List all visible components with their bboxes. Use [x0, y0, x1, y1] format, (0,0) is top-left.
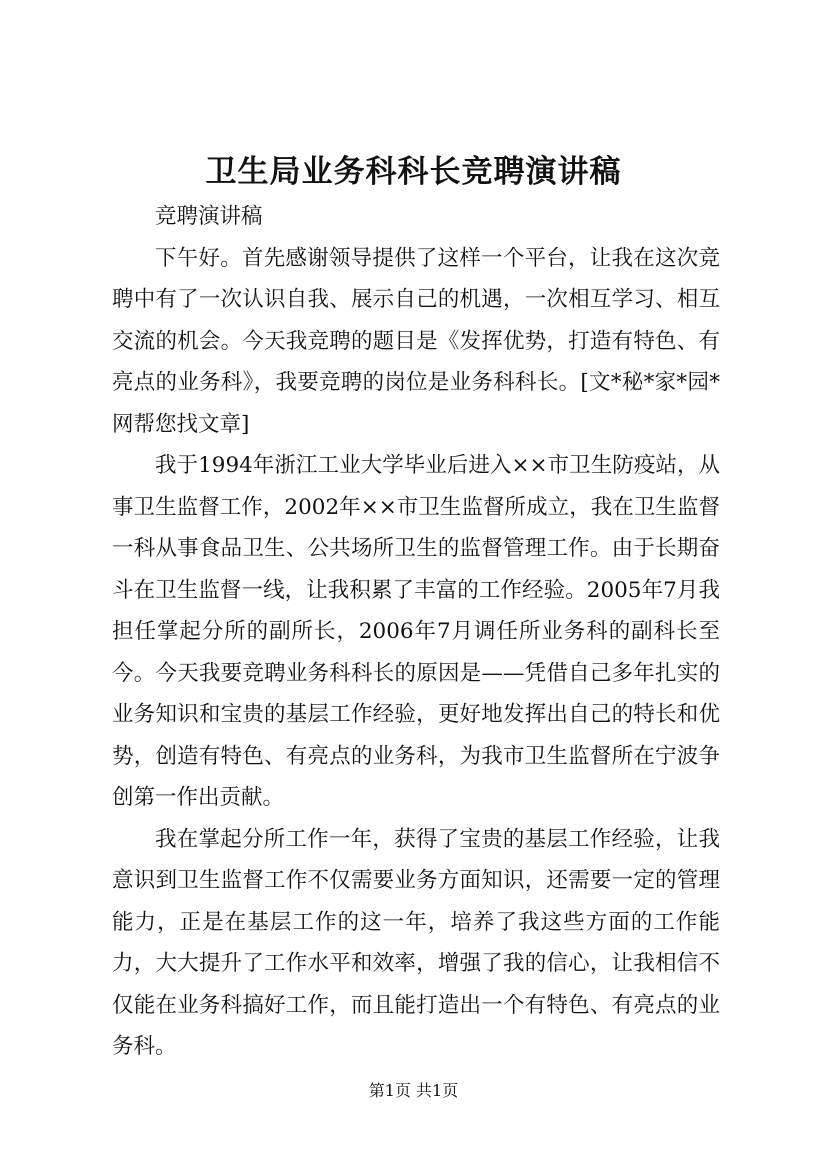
reflection-paragraph: 我在掌起分所工作一年，获得了宝贵的基层工作经验，让我意识到卫生监督工作不仅需要业务方面知识，还需要一定的管理能力，正是在基层工作的这一年，培养了我这些方面的工作能力，大大提升了工作水平和效率，增强了我的信心，让我相信不仅能在业务科搞好工作，而且能打造出一个有特色、有亮点的业务科。 — [112, 826, 720, 1059]
experience-paragraph: 我于1994年浙江工业大学毕业后进入××市卫生防疫站，从事卫生监督工作，2002年××市卫生监督所成立，我在卫生监督一科从事食品卫生、公共场所卫生的监督管理工作。由于长期奋斗在卫生监督一线，让我积累了丰富的工作经验。2005年7月我担任掌起分所的副所长，2006年7月调任所业务科的副科长至今。今天我要竞聘业务科科长的原因是——凭借自己多年扎实的业务知识和宝贵的基层工作经验，更好地发挥出自己的特长和优势，创造有特色、有亮点的业务科，为我市卫生监督所在宁波争创第一作出贡献。 — [112, 453, 720, 810]
page-number-footer: 第1页 共1页 — [368, 1081, 459, 1100]
document-body — [112, 196, 720, 1068]
document-title: 卫生局业务科科长竞聘演讲稿 — [205, 154, 622, 190]
greeting-paragraph: 下午好。首先感谢领导提供了这样一个平台，让我在这次竞聘中有了一次认识自我、展示自己的机遇，一次相互学习、相互交流的机会。今天我竞聘的题目是《发挥优势，打造有特色、有亮点的业务科》，我要竞聘的岗位是业务科科长。[文*秘*家*园*网帮您找文章] — [112, 245, 720, 437]
subtitle-paragraph: 竞聘演讲稿 — [155, 204, 263, 229]
